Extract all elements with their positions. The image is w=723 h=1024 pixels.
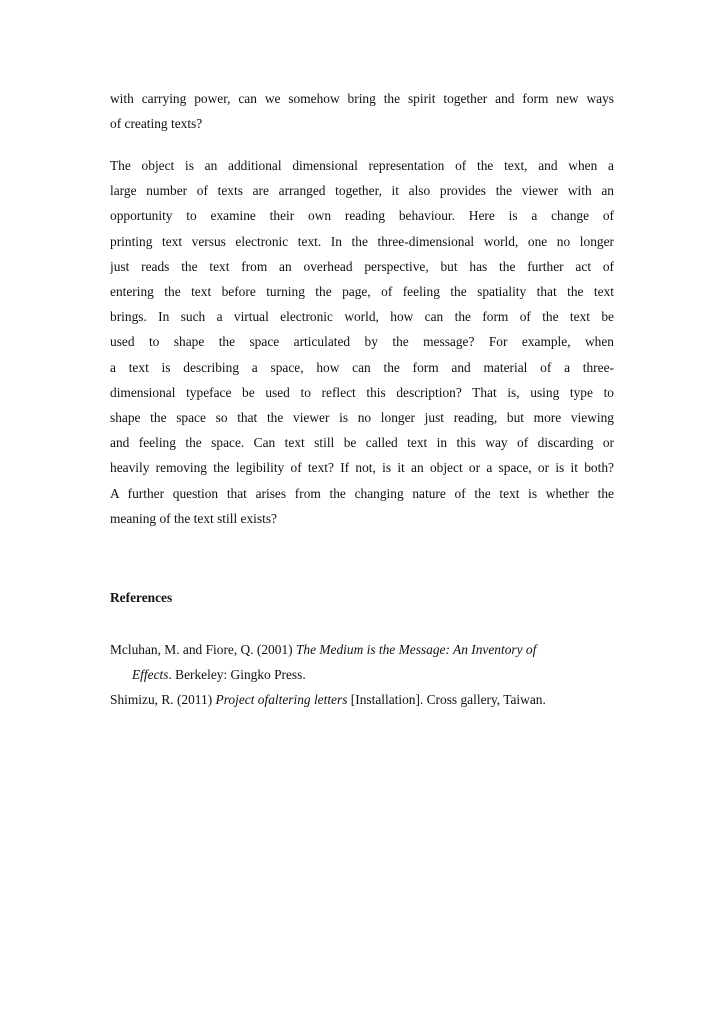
reference-title-continued: Effects <box>132 667 169 682</box>
text-line: meaning of the text still exists? <box>110 510 277 526</box>
references-list <box>110 637 630 712</box>
text-line: brings. In such a virtual electronic world, how can the form of the text be <box>110 309 614 325</box>
reference-publisher: . Berkeley: Gingko Press. <box>168 667 306 682</box>
text-line: A further question that arises from the changing nature of the text is whether the <box>110 485 614 501</box>
text-line: just reads the text from an overhead perspective, but has the further act of <box>110 258 614 274</box>
reference-authors: Mcluhan, M. and Fiore, Q. (2001) <box>110 642 296 657</box>
reference-authors: Shimizu, R. (2011) <box>110 692 216 707</box>
text-line: a text is describing a space, how can the form and material of a three- <box>110 359 614 375</box>
text-line: shape the space so that the viewer is no longer just reading, but more viewing <box>110 410 614 426</box>
text-line: large number of texts are arranged together, it also provides the viewer with an <box>110 183 614 199</box>
text-line: with carrying power, can we somehow bring the spirit together and form new ways <box>110 91 614 106</box>
paragraph-continuation <box>110 86 614 136</box>
text-line: used to shape the space articulated by the message? For example, when <box>110 334 614 350</box>
references-heading: References <box>110 590 173 605</box>
text-line: heavily removing the legibility of text? If not, is it an object or a space, or is it both? <box>110 460 614 476</box>
paragraph-main <box>110 153 614 531</box>
reference-details: [Installation]. Cross gallery, Taiwan. <box>347 692 546 707</box>
text-line: The object is an additional dimensional representation of the text, and when a <box>110 158 614 173</box>
text-line: and feeling the space. Can text still be called text in this way of discarding or <box>110 435 614 451</box>
text-line: printing text versus electronic text. In the three-dimensional world, one no longer <box>110 233 614 249</box>
reference-entry <box>110 637 630 687</box>
text-line: of creating texts? <box>110 116 203 132</box>
reference-title: Project ofaltering letters <box>215 692 348 707</box>
text-line: dimensional typeface be used to reflect this description? That is, using type to <box>110 384 614 400</box>
text-line: entering the text before turning the page, of feeling the spatiality that the text <box>110 284 614 300</box>
reference-title: The Medium is the Message: An Inventory of <box>295 642 537 657</box>
text-line: opportunity to examine their own reading behaviour. Here is a change of <box>110 208 614 224</box>
reference-entry <box>110 687 630 712</box>
